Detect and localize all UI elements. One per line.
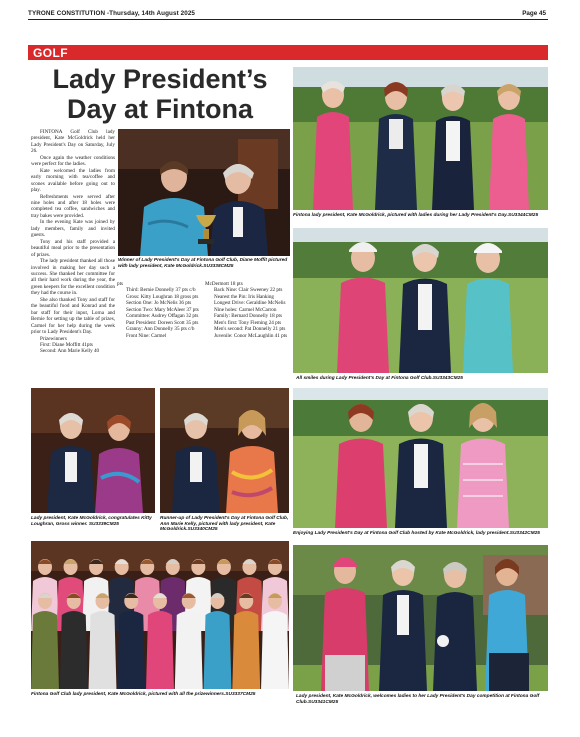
article-paragraph: Men's first: Tony Fleming 24 pts — [214, 319, 282, 326]
photo-runner-up — [160, 388, 289, 513]
article-paragraph: Section Two: Mary McAleer 37 pts — [126, 306, 199, 313]
article-paragraph: Kate welcomed the ladies from early morning with tea/coffee and scones available before going out to play. — [31, 167, 115, 194]
article-paragraph: Second: Ann Marie Kelly 40 — [40, 348, 100, 355]
article-paragraph: Refreshments were served after nine holes and after 18 holes were completed tea coffee, sandwiches and tray bakes were provided. — [31, 193, 115, 219]
article-paragraph: Juvenile: Conor McLaughlin 41 pts — [214, 332, 288, 339]
caption-prizewinners: Fintona Golf Club lady president, Kate McGoldrick, pictured with all the prizewinners.SU3337CM25 — [31, 692, 256, 697]
article-column-1 — [31, 129, 115, 355]
photo-all-smiles — [293, 228, 548, 373]
caption-ladies-during: Fintona lady president, Kate McGoldrick, pictured with ladies during her Lady President's Day.SU3344CM25 — [293, 213, 539, 218]
article-paragraph: Nearest the Pin: Iris Hanking — [214, 293, 274, 300]
photo-ladies-during — [293, 67, 548, 210]
photo-gross-winner — [31, 388, 155, 513]
article-paragraph: She also thanked Tony and staff for the beautiful food and Konrad and the bar staff for their input, Lorna and Bernie for setting up the table of prizes, Carmel for her help during the week prior to Lady President's Day. — [31, 296, 115, 336]
article-paragraph: Front Nine: Carmel — [126, 332, 167, 339]
photo-winner-trophy — [118, 129, 290, 256]
article-paragraph: Longest Drive: Geraldine McNelis — [214, 300, 286, 307]
article-paragraph: The lady president thanked all those involved in making her day such a success. She thanked her committee for all their hard work during the year, the green keepers for the excellent condition they had the course in. — [31, 258, 115, 297]
article-paragraph: Past President: Doreen Scott 35 pts — [126, 319, 199, 326]
article-paragraph: McDermott 18 pts — [205, 281, 243, 287]
article-paragraph: Committee: Audrey Offagan 32 pts — [126, 313, 199, 320]
photo-enjoying — [293, 388, 548, 528]
article-paragraph: Nine holes: Carmel McCarron — [214, 306, 277, 313]
section-banner — [28, 45, 548, 60]
article-paragraph: First: Diane Moffitt 41pts — [40, 341, 93, 348]
article-column-2 — [117, 281, 201, 339]
article-paragraph: Granny: Ann Donnelly 35 pts c/b — [126, 326, 195, 333]
caption-enjoying: Enjoying Lady President's Day at Fintona Golf Club hosted by Kate McGoldrick, lady president.SU3342CM25 — [293, 531, 540, 536]
article-paragraph: Tony and his staff provided a beautiful meal prior to the presentation of prizes. — [31, 238, 115, 258]
article-paragraph: In the evening Kate was joined by lady members, family and invited guests. — [31, 219, 115, 239]
section-label: GOLF — [33, 46, 68, 60]
article-paragraph: Section One: Jo McNelis 36 pts — [126, 300, 192, 307]
article-paragraph: Once again the weather conditions were perfect for the ladies. — [31, 154, 115, 168]
article-paragraph: Prizewinners — [40, 335, 67, 342]
article-paragraph: Back Nine: Clair Sweeney 22 pts — [214, 287, 283, 294]
headline-line-2: Day at Fintona — [66, 94, 254, 124]
photo-welcomes — [293, 545, 548, 691]
article-paragraph: pts — [117, 281, 123, 287]
caption-runner-up: Runner-up of Lady President's Day at Fintona Golf Club, Ann Marie Kelly, pictured with lady president, Kate McGoldrick.SU3340CM25 — [160, 516, 289, 533]
headline-line-1: Lady President’s — [52, 64, 268, 94]
caption-winner: Winner of Lady President's Day at Fintona Golf Club, Diane Moffit pictured with lady president, Kate McGoldrick.SU3338CM25 — [118, 258, 288, 269]
headline — [28, 64, 292, 124]
caption-welcomes: Lady president, Kate McGoldrick, welcomes ladies to her Lady President's Day competition at Fintona Golf Club.SU3341CM25 — [296, 694, 540, 705]
article-column-3 — [205, 281, 289, 339]
caption-all-smiles: All smiles during Lady President's Day at Fintona Golf Club.SU3343CM25 — [296, 376, 463, 381]
header-rule — [28, 19, 548, 20]
photo-prizewinners — [31, 541, 289, 689]
article-paragraph: Third: Bernie Donnelly 37 pts c/b — [126, 287, 196, 294]
article-paragraph: FINTONA Golf Club lady president, Kate McGoldrick held her Lady President's Day on Saturday, July 26. — [31, 129, 115, 155]
article-paragraph: Men's second: Pat Donnelly 21 pts — [214, 326, 286, 333]
caption-gross-winner: Lady president, Kate McGoldrick, congratulates Kitty Loughran, Gross winner. SU3339CM25 — [31, 516, 152, 527]
page-number: Page 45 — [522, 10, 546, 17]
article-paragraph: Family: Bernard Donnelly 18 pts — [214, 313, 282, 320]
newspaper-dateline: TYRONE CONSTITUTION -Thursday, 14th August 2025 — [28, 10, 196, 17]
article-paragraph: Gross: Kitty Loughran 18 gross pts — [126, 293, 199, 300]
